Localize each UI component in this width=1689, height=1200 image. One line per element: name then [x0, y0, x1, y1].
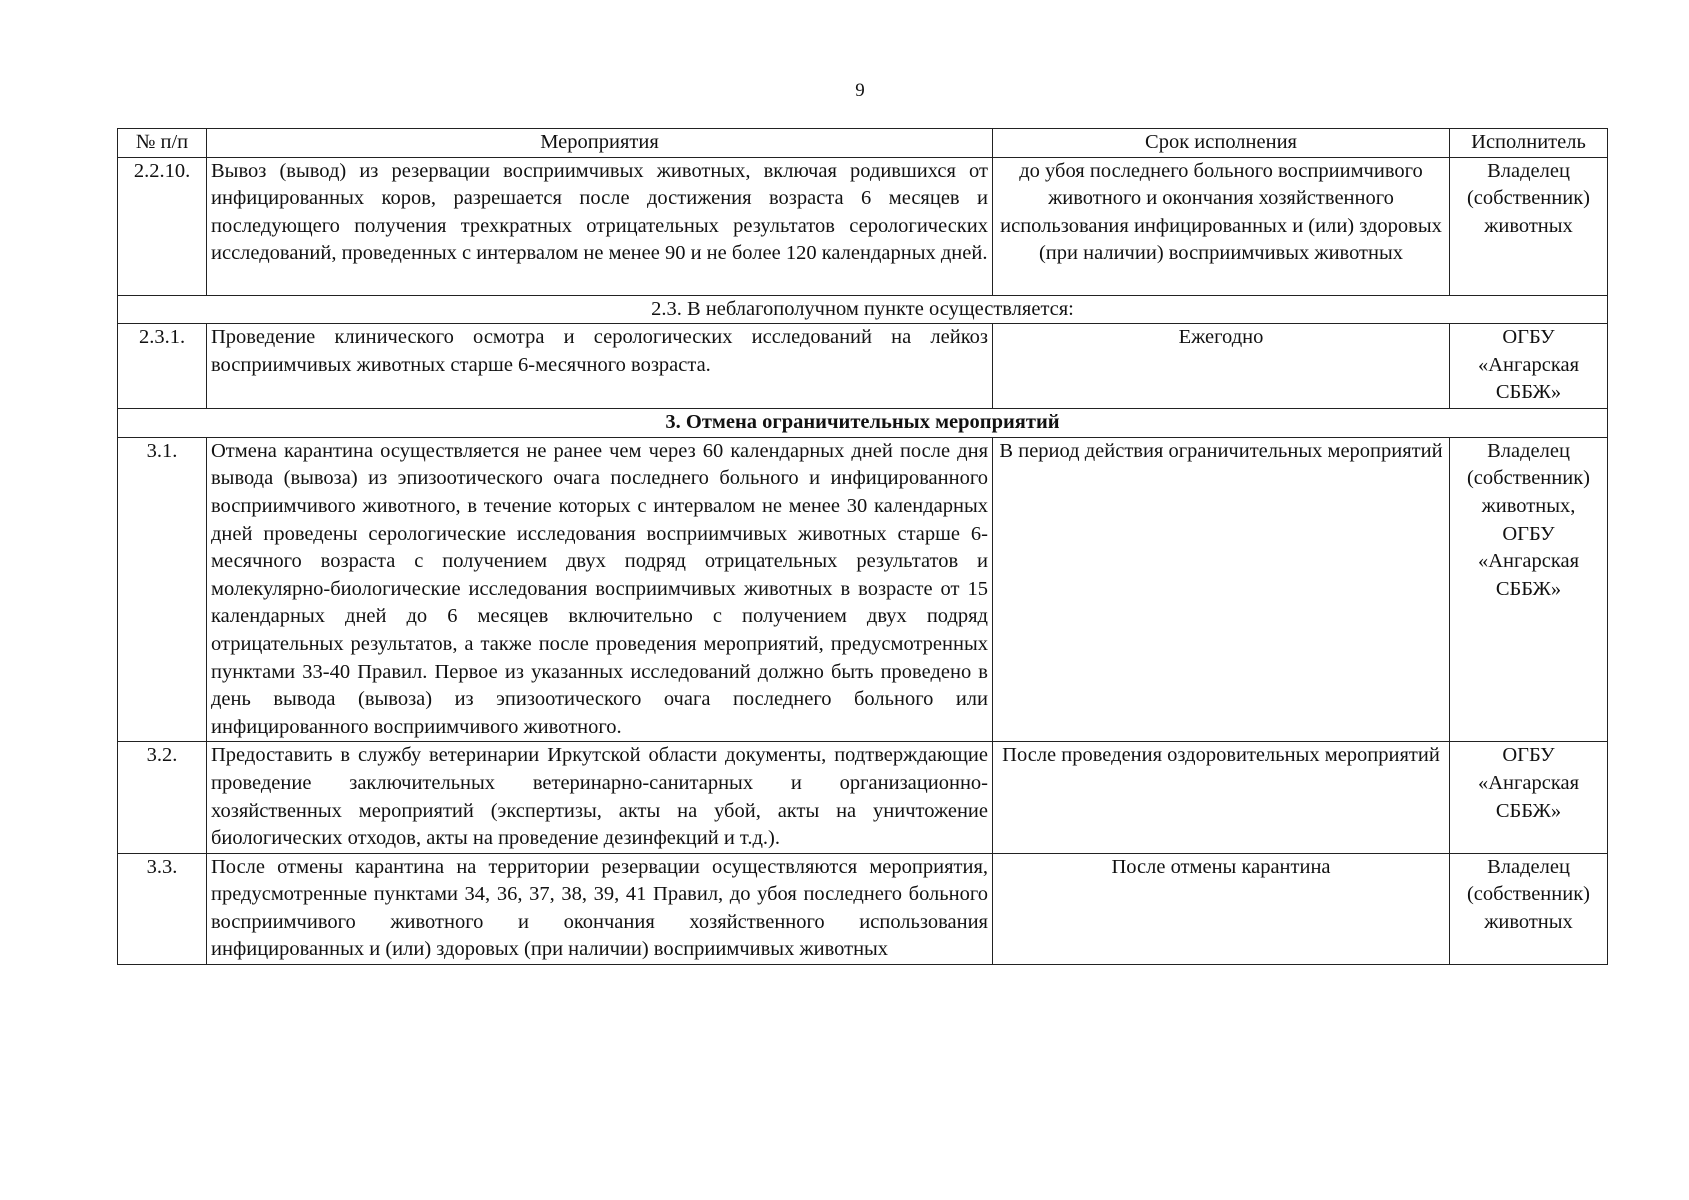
row-num: 2.2.10. — [118, 157, 207, 295]
measures-table — [117, 128, 1608, 965]
section-row — [118, 295, 1608, 324]
row-action: Предоставить в службу ветеринарии Иркутской области документы, подтверждающие проведение заключительных ветеринарно-санитарных и организационно-хозяйственных мероприятий (экспертизы, акты на убой, акты на уничтожение биологических отходов, акты на проведение дезинфекций и т.д.). — [207, 742, 993, 853]
row-num: 3.1. — [118, 437, 207, 742]
header-action: Мероприятия — [207, 129, 993, 158]
header-executor: Исполнитель — [1450, 129, 1608, 158]
row-term: Ежегодно — [993, 324, 1450, 409]
row-executor: ОГБУ «Ангарская СББЖ» — [1450, 324, 1608, 409]
row-executor: ОГБУ «Ангарская СББЖ» — [1450, 742, 1608, 853]
row-term: В период действия ограничительных мероприятий — [993, 437, 1450, 742]
row-executor: Владелец (собственник) животных — [1450, 157, 1608, 295]
row-action: Вывоз (вывод) из резервации восприимчивых животных, включая родившихся от инфицированных коров, разрешается после достижения возраста 6 месяцев и последующего получения трехкратных отрицательных результатов серологических исследований, проведенных с интервалом не менее 90 и не более 120 календарных дней. — [207, 157, 993, 295]
table-row — [118, 853, 1608, 964]
page-number: 9 — [855, 80, 865, 101]
section-heading: 2.3. В неблагополучном пункте осуществляется: — [118, 295, 1608, 324]
row-action: Отмена карантина осуществляется не ранее чем через 60 календарных дней после дня вывода (вывоза) из эпизоотического очага последнего больного и инфицированного восприимчивого животного, в течение которых с интервалом не менее 30 календарных дней проведены серологические исследования восприимчивых животных старше 6-месячного возраста с получением двух подряд отрицательных результатов и молекулярно-биологические исследования восприимчивых животных в возрасте от 15 календарных дней до 6 месяцев включительно с получением двух подряд отрицательных результатов, а также после проведения мероприятий, предусмотренных пунктами 33-40 Правил. Первое из указанных исследований должно быть проведено в день вывода (вывоза) из эпизоотического очага последнего больного или инфицированного восприимчивого животного. — [207, 437, 993, 742]
row-action: Проведение клинического осмотра и серологических исследований на лейкоз восприимчивых животных старше 6-месячного возраста. — [207, 324, 993, 409]
row-term: После проведения оздоровительных мероприятий — [993, 742, 1450, 853]
table-header-row — [118, 129, 1608, 158]
table-row — [118, 157, 1608, 295]
row-num: 3.2. — [118, 742, 207, 853]
header-term: Срок исполнения — [993, 129, 1450, 158]
row-executor: Владелец (собственник) животных, ОГБУ «Ангарская СББЖ» — [1450, 437, 1608, 742]
row-num: 3.3. — [118, 853, 207, 964]
table-row — [118, 742, 1608, 853]
row-executor: Владелец (собственник) животных — [1450, 853, 1608, 964]
header-num: № п/п — [118, 129, 207, 158]
row-term: до убоя последнего больного восприимчивого животного и окончания хозяйственного использования инфицированных и (или) здоровых (при наличии) восприимчивых животных — [993, 157, 1450, 295]
table-row — [118, 324, 1608, 409]
row-action: После отмены карантина на территории резервации осуществляются мероприятия, предусмотренные пунктами 34, 36, 37, 38, 39, 41 Правил, до убоя последнего больного восприимчивого животного и окончания хозяйственного использования инфицированных и (или) здоровых (при наличии) восприимчивых животных — [207, 853, 993, 964]
row-num: 2.3.1. — [118, 324, 207, 409]
table-row — [118, 437, 1608, 742]
section-row — [118, 409, 1608, 438]
row-term: После отмены карантина — [993, 853, 1450, 964]
section-heading: 3. Отмена ограничительных мероприятий — [118, 409, 1608, 438]
